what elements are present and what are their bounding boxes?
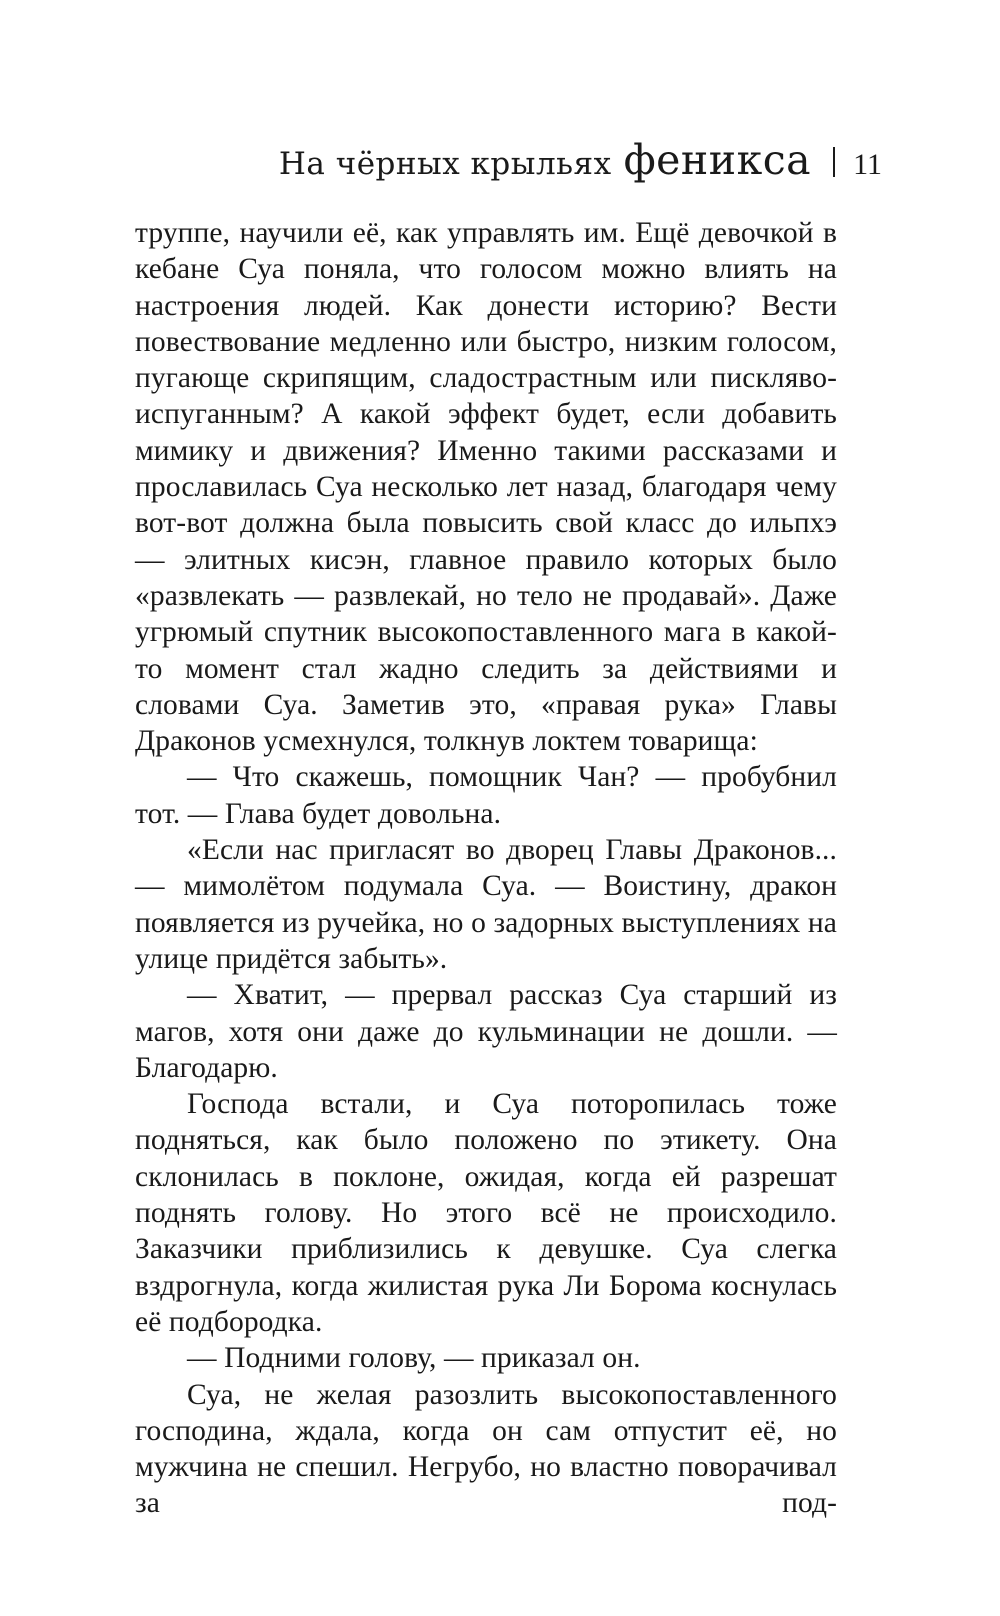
paragraph-1: труппе, научили её, как управлять им. Ещё девочкой в кебане Суа поняла, что голосом можно влиять на настроения людей. Как донести историю? Вести повествование медленно или быстро, низким голосом, пугающе скрипящим, сладострастным или пискляво-испуганным? А какой эффект будет, если добавить мимику и движения? Именно такими рассказами и прославилась Суа несколько лет назад, благодаря чему вот-вот должна была повысить свой класс до ильпхэ — элитных кисэн, главное правило которых было «развлекать — развлекай, но тело не продавай». Даже угрюмый спутник высокопоставленного мага в какой-то момент стал жадно следить за действиями и словами Суа. Заметив это, «правая рука» Главы Драконов усмехнулся, толкнув локтем товарища: [135, 217, 837, 758]
text-body [135, 215, 837, 1522]
paragraph-3: «Если нас пригласят во дворец Главы Драконов... — мимолётом подумала Суа. — Воистину, дракон появляется из ручейка, но о задорных выступлениях на улице придётся забыть». [135, 834, 837, 975]
paragraph-2: — Что скажешь, помощник Чан? — пробубнил тот. — Глава будет довольна. [135, 761, 837, 830]
running-header [279, 136, 882, 184]
paragraph-7: Суа, не желая разозлить высокопоставленного господина, ждала, когда он сам отпустит её, но мужчина не спешил. Негрубо, но властно поворачивал за под- [135, 1378, 837, 1520]
paragraph-6: — Подними голову, — приказал он. [187, 1342, 641, 1375]
page-number: 11 [853, 148, 882, 181]
header-divider [833, 147, 835, 177]
paragraph-5: Господа встали, и Суа поторопилась тоже подняться, как было положено по этикету. Она склонилась в поклоне, ожидая, когда ей разрешат поднять голову. Но этого всё не происходило. Заказчики приблизились к девушке. Суа слегка вздрогнула, когда жилистая рука Ли Борома коснулась её подбородка. [135, 1088, 837, 1338]
book-title: На чёрных крыльях [278, 146, 612, 182]
paragraph-4: — Хватит, — прервал рассказ Суа старший из магов, хотя они даже до кульминации не дошли. — Благодарю. [135, 979, 837, 1084]
book-title-accent: феникса [623, 136, 812, 184]
